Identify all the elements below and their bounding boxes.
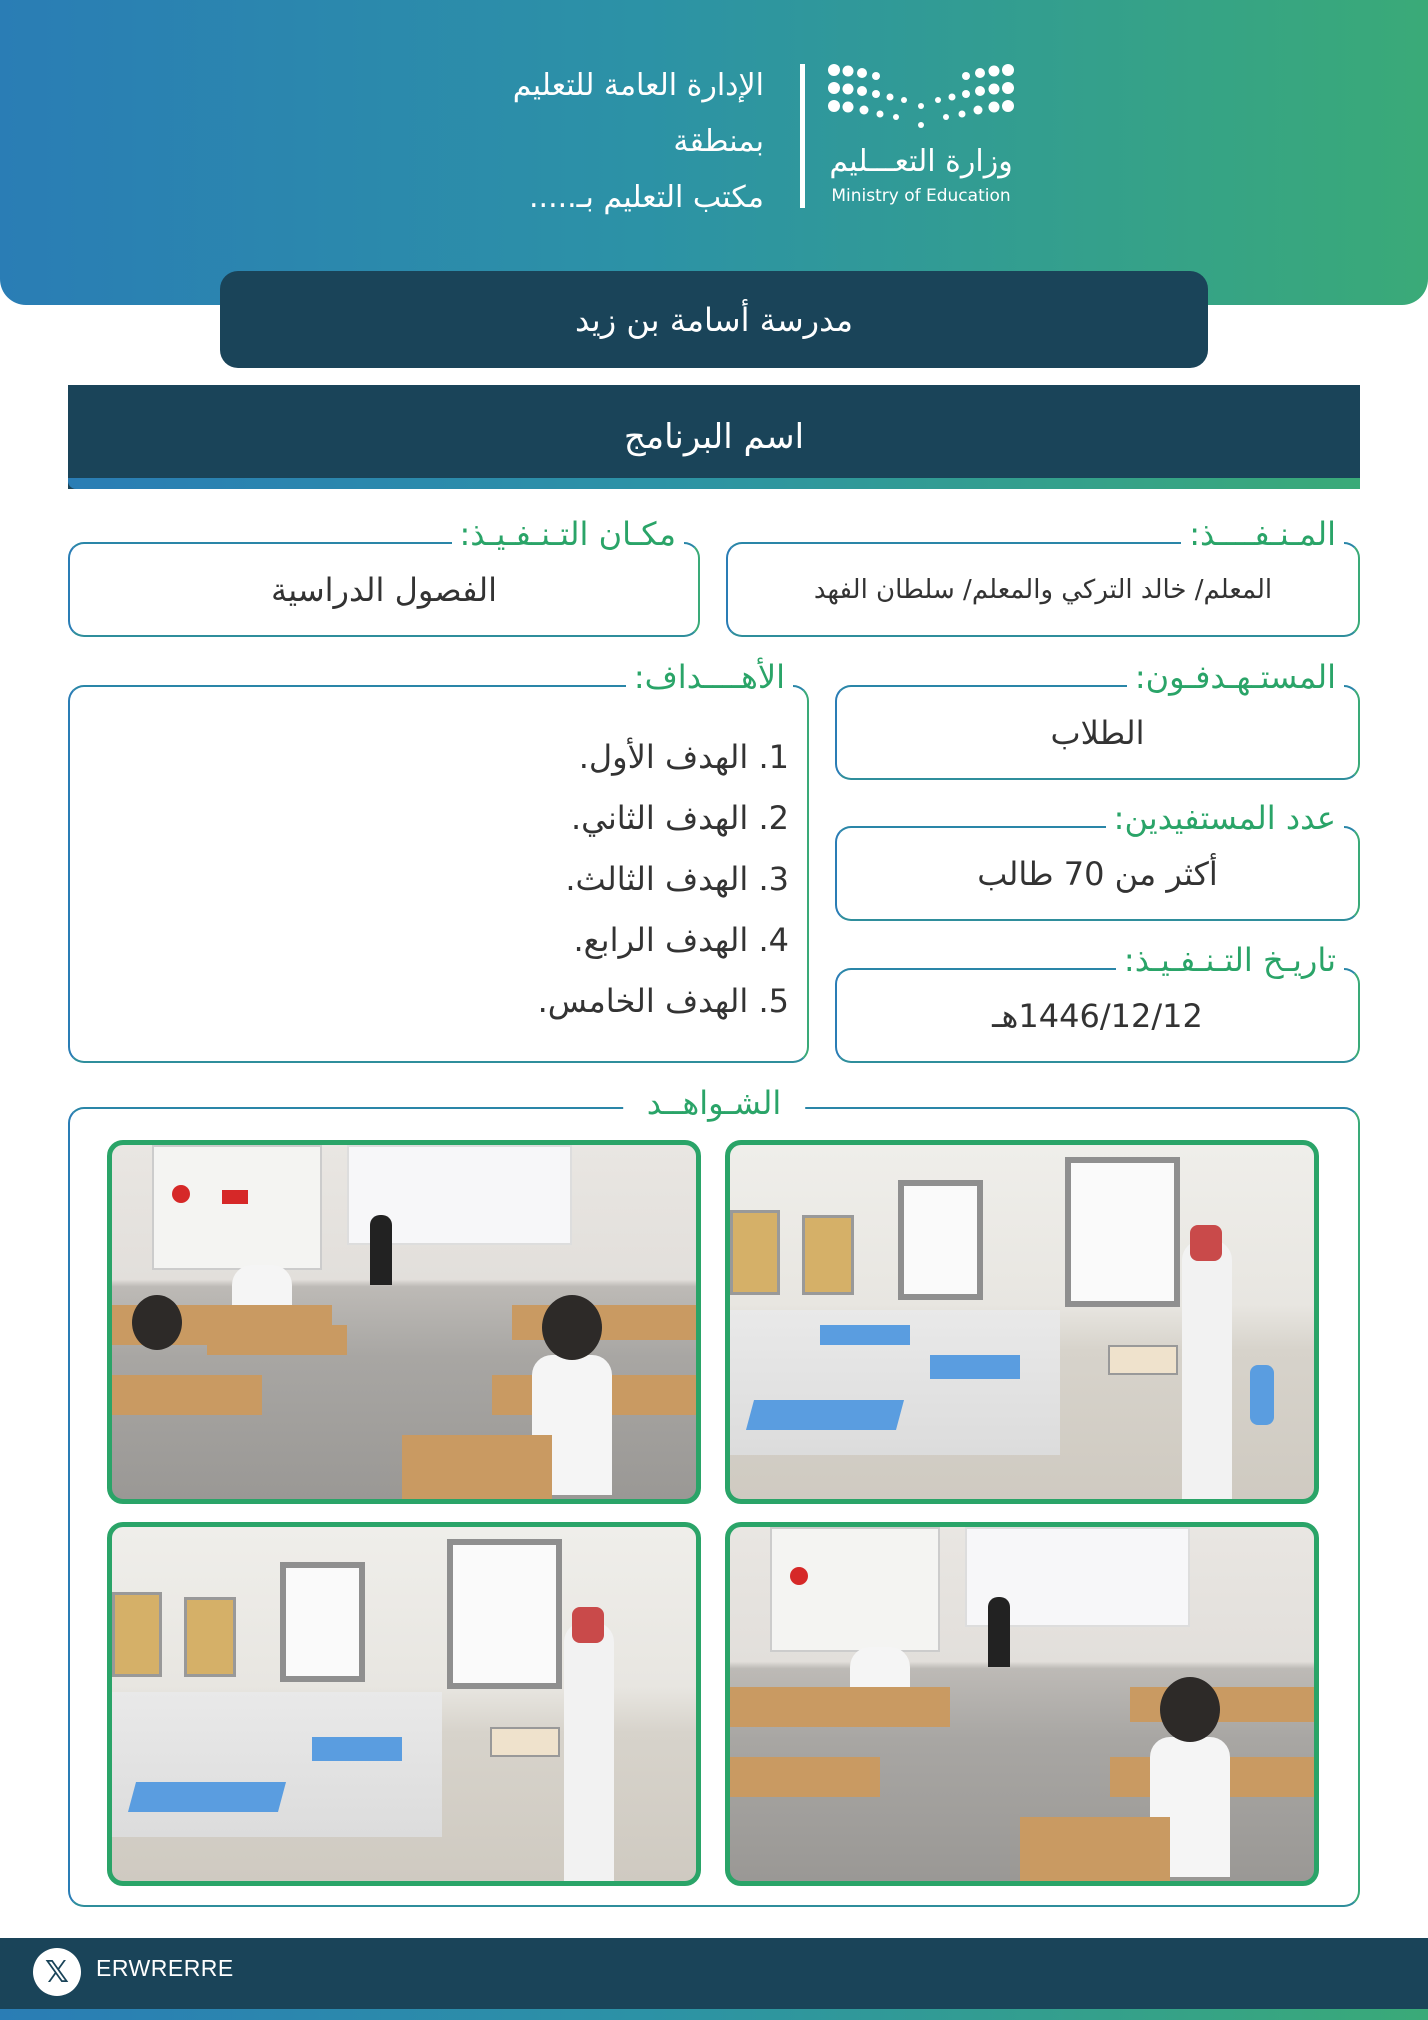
evidence-photo-3	[107, 1522, 701, 1886]
x-social-icon[interactable]: 𝕏	[33, 1948, 81, 1996]
date-card	[835, 941, 1360, 1063]
beneficiaries-value: أكثر من 70 طالب	[977, 854, 1218, 893]
goal-item: 1. الهدف الأول.	[578, 738, 789, 776]
evidence-photo-1	[107, 1140, 701, 1504]
date-value: 1446/12/12هـ	[992, 996, 1203, 1035]
program-title-bar	[68, 385, 1360, 489]
header-divider	[800, 64, 805, 208]
targets-value: الطلاب	[1050, 713, 1145, 752]
header-banner	[0, 0, 1428, 305]
goal-item: 5. الهدف الخامس.	[537, 982, 789, 1020]
evidence-label: الشـواهــد	[623, 1083, 805, 1123]
footer-accent	[0, 2009, 1428, 2020]
ministry-dots-logo-icon	[826, 62, 1016, 132]
executor-value: المعلم/ خالد التركي والمعلم/ سلطان الفهد	[813, 574, 1273, 605]
evidence-photo-2	[725, 1140, 1319, 1504]
ministry-arabic-name: وزارة التعـــليم	[829, 144, 1013, 179]
authority-line-1: الإدارة العامة للتعليم	[512, 68, 764, 103]
goals-card	[68, 658, 809, 1063]
ministry-logo	[826, 62, 1016, 212]
location-card	[68, 515, 700, 637]
executor-label: المـنـفــــذ:	[1181, 514, 1344, 554]
goals-list	[538, 727, 789, 1032]
social-handle[interactable]: ERWRERRE	[96, 1955, 234, 1981]
targets-card	[835, 658, 1360, 780]
targets-label: المستـهـدفـون:	[1127, 657, 1344, 697]
program-title-accent	[68, 478, 1360, 489]
goals-label: الأهــــداف:	[626, 657, 793, 697]
evidence-card	[68, 1084, 1360, 1907]
date-label: تاريـخ التـنـفـيـذ:	[1116, 940, 1344, 980]
education-authority-text	[513, 58, 764, 226]
beneficiaries-card	[835, 799, 1360, 921]
location-value: الفصول الدراسية	[271, 570, 497, 609]
program-title: اسم البرنامج	[623, 417, 805, 457]
ministry-english-name: Ministry of Education	[831, 186, 1011, 206]
executor-card	[726, 515, 1360, 637]
goal-item: 2. الهدف الثاني.	[570, 799, 789, 837]
school-name-banner	[220, 271, 1208, 368]
evidence-photo-4	[725, 1522, 1319, 1886]
goal-item: 4. الهدف الرابع.	[573, 921, 789, 959]
goal-item: 3. الهدف الثالث.	[565, 860, 789, 898]
school-name: مدرسة أسامة بن زيد	[574, 300, 854, 339]
location-label: مكـان التـنـفـيـذ:	[452, 514, 684, 554]
beneficiaries-label: عدد المستفيدين:	[1106, 798, 1344, 838]
authority-line-3: مكتب التعليم بـ.....	[529, 180, 764, 215]
authority-line-2: بمنطقة	[673, 124, 764, 159]
